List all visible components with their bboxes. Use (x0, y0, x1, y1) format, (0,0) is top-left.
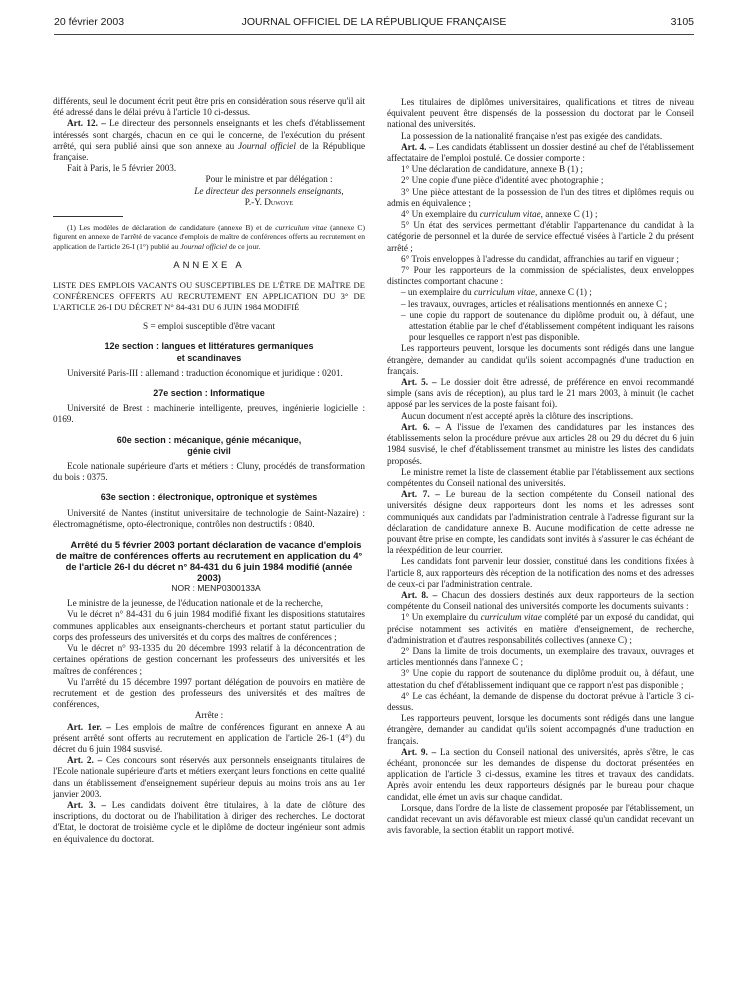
article-2 (53, 755, 365, 800)
list-text: curriculum vitae (480, 612, 542, 623)
section-heading: 63e section : électronique, optronique et systèmes (100, 492, 318, 503)
article-1 (53, 722, 365, 756)
article-label: Art. 8. – (401, 589, 438, 600)
header-journal-title: JOURNAL OFFICIEL DE LA RÉPUBLIQUE FRANÇAISE (241, 16, 507, 28)
header-date: 20 février 2003 (54, 16, 125, 28)
signatory-name: P.-Y. Duwoye (244, 196, 294, 207)
dash-list (387, 287, 694, 343)
footnote-text: Journal officiel (180, 241, 227, 251)
section-heading: génie civil (187, 445, 231, 456)
signature-line: Le directeur des personnels enseignants, (194, 185, 344, 196)
paragraph: La possession de la nationalité française n'est pas exigée des candidats. (401, 130, 663, 141)
paragraph: différents, seul le document écrit peut être pris en considération sous réserve qu'il ait été adressé dans le délai prévu à l'article 10 ci-dessus. (53, 96, 365, 118)
left-column (53, 96, 365, 845)
right-column (387, 97, 694, 836)
list-item: 4° Le cas échéant, la demande de dispense du doctorat prévue à l'article 3 ci-dessus. (387, 690, 694, 712)
article-text: de la République française. (53, 140, 366, 163)
header-rule (54, 34, 694, 35)
article-label: Art. 2. – (67, 755, 103, 766)
footnote-text: curriculum vitae (275, 223, 327, 233)
decree-title: Arrêté du 5 février 2003 portant déclaration de vacance d'emplois de maître de conférences offerts au recrutement en application du 4° de l'article 26-I du décret n° 84-431 du 6 juin 1984 modifié (année 2003) (55, 539, 363, 584)
list-item: 5° Un état des services permettant d'établir l'appartenance du candidat à la catégorie de personnel et la durée de service effectué visées à l'article 2 du présent arrêté ; (387, 220, 694, 253)
annex-list-title: LISTE DES EMPLOIS VACANTS OU SUSCEPTIBLES DE L'ÊTRE DE MAÎTRE DE CONFÉRENCES OFFERTS AU RECRUTEMENT EN APPLICATION DU 3° DE L'ARTICLE 26-I DU DÉCRET N° 84-431 DU 6 JUIN 1984 MODIFIÉ (53, 280, 365, 312)
paragraph: Les rapporteurs peuvent, lorsque les documents sont rédigés dans une langue étrangère, demander au candidat qu'ils soient accompagnés d'une traduction en français. (387, 713, 694, 746)
journal-name: Journal officiel (238, 140, 296, 151)
fait-line: Fait à Paris, le 5 février 2003. (67, 163, 177, 174)
paragraph: Les rapporteurs peuvent, lorsque les documents sont rédigés dans une langue étrangère, demander au candidat qu'ils soient accompagnés d'une traduction en français. (387, 343, 694, 376)
signature-block (173, 174, 365, 208)
dash-item: – les travaux, ouvrages, articles et réalisations mentionnés en annexe C ; (401, 298, 668, 309)
article-label: Art. 12. – (67, 118, 106, 129)
list-text: 4° Un exemplaire du (401, 209, 478, 220)
header-page-number: 3105 (670, 16, 694, 28)
article-text: Le directeur des personnels enseignants et les chefs d'établissement intéressés sont chargés, chacun en ce qui le concerne, de l'exécution du présent arrêté, qui sera publié ainsi que son annexe au (53, 118, 366, 151)
article-text: Le bureau de la section compétente du Conseil national des universités désigne deux rapporteurs dont les noms et les adresses sont communiqués aux candidats par l'administration centrale à l'adresse figurant sur la déclaration de candidature annexe B. Aucune modification de cette adresse ne pouvant être prise en compte, les candidats sont invités à s'assurer le cas échéant de la réexpédition de leur courrier. (387, 489, 694, 556)
position-entry: Université de Nantes (institut universitaire de technologie de Saint-Nazaire) : électromagnétisme, opto-électronique, contrôles non destructifs : 0840. (53, 507, 365, 529)
list-text: – un exemplaire du (401, 287, 472, 298)
section-heading: 60e section : mécanique, génie mécanique, (116, 434, 302, 445)
signature-line: Pour le ministre et par délégation : (205, 174, 333, 185)
article-label: Art. 4. – (401, 141, 434, 152)
section-heading: et scandinaves (176, 352, 242, 363)
paragraph: Vu le décret n° 93-1335 du 20 décembre 1993 relatif à la déconcentration de certaines opérations de gestion concernant les professeurs des universités et les maîtres de conférences ; (53, 643, 365, 676)
list-item: 6° Trois enveloppes à l'adresse du candidat, affranchies au tarif en vigueur ; (401, 253, 679, 264)
paragraph: Les titulaires de diplômes universitaires, qualifications et titres de niveau équivalent peuvent être dispensés de la possession du doctorat par le Conseil national des universités. (387, 97, 694, 130)
position-entry: Université Paris-III : allemand : traduction économique et juridique : 0201. (67, 367, 343, 378)
paragraph: Lorsque, dans l'ordre de la liste de classement proposée par l'établissement, un candidat recevant un avis défavorable est mieux classé qu'un candidat recevant un avis favorable, la section établit un rapport motivé. (387, 802, 694, 836)
list-item: 7° Pour les rapporteurs de la commission de spécialistes, deux enveloppes distinctes comportant chacune : (387, 265, 694, 287)
article-3 (53, 800, 365, 845)
article-label: Art. 3. – (67, 799, 106, 810)
article-text: Les emplois de maître de conférences figurant en annexe A au présent arrêté sont offerts au recrutement en application de l'article 26-1 (4°) du décret du 6 juin 1984 susvisé. (53, 721, 365, 754)
article-label: Art. 7. – (401, 489, 440, 500)
list-text: , annexe C (1) ; (534, 287, 592, 298)
paragraph: Vu l'arrêté du 15 décembre 1997 portant délégation de pouvoirs en matière de recrutement et de gestion des professeurs des universités et des maîtres de conférences, (53, 676, 365, 710)
list-item: 3° Une pièce attestant de la possession de l'un des titres et diplômes requis ou admis en équivalence ; (387, 186, 694, 208)
article-9 (387, 747, 694, 803)
article-8 (387, 590, 694, 612)
paragraph: Aucun document n'est accepté après la clôture des inscriptions. (401, 410, 634, 421)
list-item: 2° Une copie d'une pièce d'identité avec photographie ; (401, 175, 604, 186)
section-heading: 12e section : langues et littératures germaniques (104, 341, 314, 352)
paragraph: Le ministre de la jeunesse, de l'éducation nationale et de la recherche, (67, 598, 323, 609)
paragraph: Les candidats font parvenir leur dossier, constitué dans les conditions fixées à l'article 8, aux rapporteurs dès réception de la notification des noms et des adresses de ceux-ci par l'administration centrale. (387, 556, 694, 589)
article-5 (387, 377, 694, 411)
footnote-text: (1) Les modèles de déclaration de candidature (annexe B) et de (67, 223, 272, 233)
legend: S = emploi susceptible d'être vacant (142, 321, 276, 332)
article-text: Les candidats établissent un dossier destiné au chef de l'établissement affectataire de l'emploi postulé. Ce dossier comporte : (387, 141, 695, 164)
footnote-rule (53, 216, 123, 217)
article-text: La section du Conseil national des universités, après s'être, le cas échéant, prononcée sur les demandes de dispense du doctorat présentées en application de l'article 3 ci-dessus, examine les titres et travaux des candidats. Après avoir entendu les deux rapporteurs désignés par le bureau pour chaque candidat, elle émet un avis sur chaque candidat. (387, 746, 694, 802)
list-item: 3° Une copie du rapport de soutenance du diplôme produit ou, à défaut, une attestation du chef d'établissement indiquant que ce rapport n'est pas disponible ; (387, 668, 694, 690)
list-item (387, 612, 694, 646)
list-item: 1° Une déclaration de candidature, annexe B (1) ; (401, 164, 583, 175)
article-6 (387, 422, 694, 467)
list-text: , annexe C (1) ; (540, 209, 598, 220)
list-text: curriculum vitae (479, 209, 541, 220)
article-text: Les candidats doivent être titulaires, à la date de clôture des inscriptions, du doctorat ou de l'habilitation à diriger des recherches. Le doctorat d'Etat, le doctorat de troisième cycle et le diplôme de docteur ingénieur sont admis en équivalence du doctorat. (53, 799, 365, 844)
arrete-heading: Arrête : (194, 710, 224, 721)
footnote-text: (annexe C) figurent en annexe de l'arrêté de vacance d'emplois de maître de conférences offerts au recrutement en application de l'article 26-I (1°) publié au (53, 223, 365, 251)
annex-title: ANNEXE A (173, 260, 245, 272)
paragraph: Le ministre remet la liste de classement établie par l'établissement aux sections compétentes du Conseil national des universités. (387, 466, 694, 488)
position-entry: Université de Brest : machinerie intelligente, preuves, ingénierie logicielle : 0169. (53, 403, 365, 425)
article-text: Chacun des dossiers destinés aux deux rapporteurs de la section compétente du Conseil national des universités comporte les documents suivants : (387, 589, 695, 612)
article-12 (53, 118, 365, 163)
article-text: A l'issue de l'examen des candidatures par les instances des établissements selon la procédure prévue aux articles 28 ou 29 du décret du 6 juin 1984 susvisé, le chef d'établissement transmet au ministre les listes des candidats proposés. (387, 421, 694, 466)
list-text: 1° Un exemplaire du (401, 612, 479, 623)
article-label: Art. 5. – (401, 377, 437, 388)
list-text: complété par un exposé du candidat, qui précise notamment ses activités en matière d'enseignement, de recherche, d'administration et d'autres responsabilités collectives (annexe C) ; (387, 612, 695, 645)
list-text: curriculum vitae (473, 287, 535, 298)
list-item: 2° Dans la limite de trois documents, un exemplaire des travaux, ouvrages et articles mentionnés dans l'annexe C ; (387, 645, 694, 668)
article-label: Art. 6. – (401, 421, 441, 432)
nor-reference: NOR : MENP0300133A (171, 583, 261, 594)
article-text: Le dossier doit être adressé, de préférence en envoi recommandé simple (sans avis de réception), au plus tard le 21 mars 2003, à minuit (le cachet apposé par les services de la poste faisant foi). (387, 377, 694, 410)
dash-item: – une copie du rapport de soutenance du diplôme produit ou, à défaut, une attestation établie par le chef d'établissement compétent indiquant les raisons pour lesquelles ce rapport n'est pas disponible. (401, 309, 694, 343)
footnote (53, 223, 365, 251)
paragraph: Vu le décret n° 84-431 du 6 juin 1984 modifié fixant les dispositions statutaires communes applicables aux enseignants-chercheurs et portant statut particulier du corps des professeurs des universités et du corps des maîtres de conférences ; (53, 609, 365, 642)
section-heading: 27e section : Informatique (153, 388, 265, 399)
list-item (387, 209, 694, 220)
article-text: Ces concours sont réservés aux personnels enseignants titulaires de l'Ecole nationale supérieure d'arts et métiers exerçant leurs fonctions en cette qualité dans un établissement d'enseignement supérieur depuis au moins trois ans au 1er janvier 2003. (53, 755, 366, 799)
article-7 (387, 489, 694, 556)
dash-item (401, 287, 694, 298)
footnote-text: de ce jour. (228, 241, 261, 251)
page-header (54, 16, 694, 34)
article-label: Art. 9. – (401, 746, 437, 757)
article-label: Art. 1er. – (67, 721, 111, 732)
position-entry: Ecole nationale supérieure d'arts et métiers : Cluny, procédés de transformation du bois : 0375. (53, 461, 365, 483)
article-4 (387, 142, 694, 164)
